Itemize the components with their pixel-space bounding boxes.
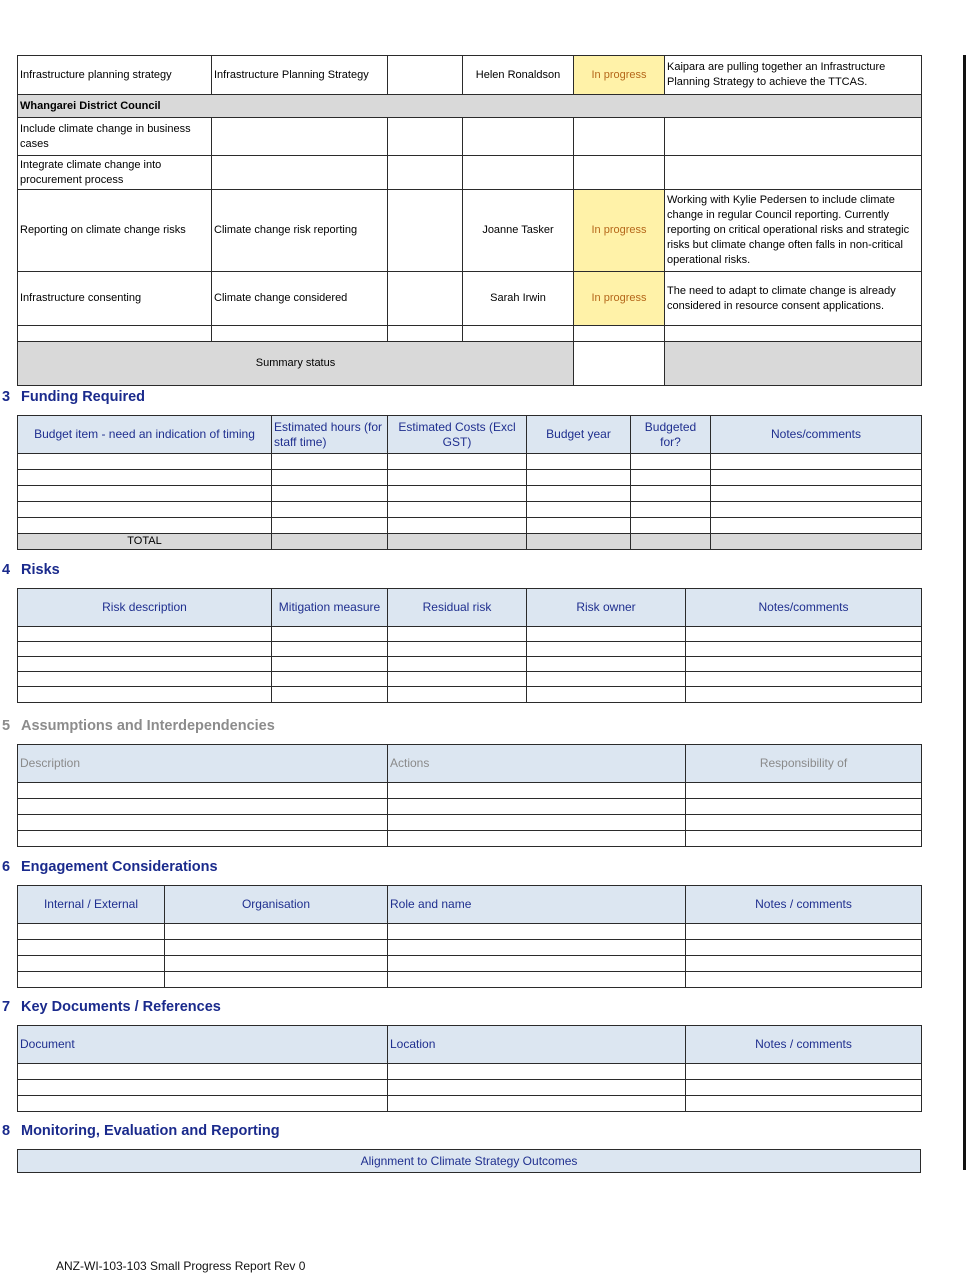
- risks-table: [17, 588, 922, 703]
- status-badge: In progress: [574, 272, 665, 326]
- table-row: [18, 272, 922, 326]
- assumptions-table: [17, 744, 922, 847]
- action-cell: Integrate climate change into procurement process: [18, 156, 212, 190]
- empty-cell: [463, 326, 574, 342]
- header-row: [18, 589, 922, 627]
- table-row: [18, 657, 922, 672]
- section-heading-risks: [2, 562, 60, 578]
- table-row: [18, 687, 922, 703]
- owner-cell: Helen Ronaldson: [463, 56, 574, 95]
- empty-cell: [574, 326, 665, 342]
- col-header: Location: [388, 1026, 686, 1064]
- table-row: [18, 672, 922, 687]
- header-row: [18, 1026, 922, 1064]
- col-header: Estimated hours (for staff time): [272, 416, 388, 454]
- table-row: [18, 627, 922, 642]
- summary-status-cell[interactable]: [574, 342, 665, 386]
- table-row: [18, 642, 922, 657]
- section-heading-funding: [2, 389, 145, 405]
- section-heading-assumptions: [2, 718, 275, 734]
- summary-row: [18, 342, 922, 386]
- owner-cell: Joanne Tasker: [463, 190, 574, 272]
- col-header: Risk owner: [527, 589, 686, 627]
- col-header: Organisation: [165, 886, 388, 924]
- monitoring-table: [17, 1149, 921, 1173]
- owner-cell: [463, 118, 574, 156]
- blank-cell: [388, 272, 463, 326]
- status-cell: [574, 156, 665, 190]
- table-row: [18, 470, 922, 486]
- comments-cell: [665, 118, 922, 156]
- initiative-cell: [212, 118, 388, 156]
- col-header: Internal / External: [18, 886, 165, 924]
- initiative-cell: Infrastructure Planning Strategy: [212, 56, 388, 95]
- section-heading-monitoring: [2, 1123, 280, 1139]
- table-row: [18, 156, 922, 190]
- header-row: [18, 1150, 921, 1173]
- owner-cell: Sarah Irwin: [463, 272, 574, 326]
- table-row: [18, 924, 922, 940]
- table-row: [18, 1096, 922, 1112]
- blank-cell: [388, 190, 463, 272]
- table-row: [18, 118, 922, 156]
- section-heading-documents: [2, 999, 221, 1015]
- comments-cell: Working with Kylie Pedersen to include climate change in regular Council reporting. Currently reporting on critical operational risks and strategic risks but climate change often falls in non-critical operational risks.: [665, 190, 922, 272]
- section-number: 7: [2, 999, 11, 1015]
- page-right-rule: [963, 55, 966, 1170]
- empty-cell: [388, 326, 463, 342]
- section-title: Funding Required: [21, 389, 146, 405]
- table-row: [18, 454, 922, 470]
- documents-table: [17, 1025, 922, 1112]
- engagement-table: [17, 885, 922, 988]
- header-row: [18, 416, 922, 454]
- col-header: Alignment to Climate Strategy Outcomes: [18, 1150, 921, 1173]
- table-row: [18, 831, 922, 847]
- comments-cell: The need to adapt to climate change is already considered in resource consent applications.: [665, 272, 922, 326]
- council-name: Whangarei District Council: [18, 95, 922, 118]
- table-row: [18, 956, 922, 972]
- section-number: 6: [2, 859, 11, 875]
- table-row: [18, 518, 922, 534]
- document-footer: ANZ-WI-103-103 Small Progress Report Rev 0: [56, 1259, 306, 1273]
- section-number: 5: [2, 718, 11, 734]
- table-row: [18, 1080, 922, 1096]
- initiative-cell: [212, 156, 388, 190]
- empty-cell: [212, 326, 388, 342]
- owner-cell: [463, 156, 574, 190]
- col-header: Budgeted for?: [631, 416, 711, 454]
- table-row: [18, 940, 922, 956]
- col-header: Actions: [388, 745, 686, 783]
- status-badge: In progress: [574, 190, 665, 272]
- col-header: Residual risk: [388, 589, 527, 627]
- section-title: Engagement Considerations: [21, 859, 218, 875]
- col-header: Notes/comments: [686, 589, 922, 627]
- action-cell: Include climate change in business cases: [18, 118, 212, 156]
- status-badge: In progress: [574, 56, 665, 95]
- section-heading-engagement: [2, 859, 218, 875]
- section-number: 8: [2, 1123, 11, 1139]
- summary-comments-cell: [665, 342, 922, 386]
- empty-cell: [18, 326, 212, 342]
- table-row: [18, 1064, 922, 1080]
- empty-cell: [665, 326, 922, 342]
- col-header: Risk description: [18, 589, 272, 627]
- section-title: Monitoring, Evaluation and Reporting: [21, 1123, 280, 1139]
- col-header: Notes / comments: [686, 886, 922, 924]
- section-title: Key Documents / References: [21, 999, 221, 1015]
- action-cell: Reporting on climate change risks: [18, 190, 212, 272]
- header-row: [18, 886, 922, 924]
- initiative-cell: Climate change risk reporting: [212, 190, 388, 272]
- table-row: [18, 783, 922, 799]
- total-row: [18, 534, 922, 550]
- col-header: Responsibility of: [686, 745, 922, 783]
- col-header: Notes / comments: [686, 1026, 922, 1064]
- col-header: Document: [18, 1026, 388, 1064]
- blank-cell: [388, 118, 463, 156]
- col-header: Estimated Costs (Excl GST): [388, 416, 527, 454]
- col-header: Role and name: [388, 886, 686, 924]
- col-header: Description: [18, 745, 388, 783]
- col-header: Budget year: [527, 416, 631, 454]
- action-cell: Infrastructure consenting: [18, 272, 212, 326]
- status-cell: [574, 118, 665, 156]
- table-row: [18, 326, 922, 342]
- section-title: Risks: [21, 562, 60, 578]
- col-header: Budget item - need an indication of timing: [18, 416, 272, 454]
- summary-label: Summary status: [18, 342, 574, 386]
- blank-cell: [388, 56, 463, 95]
- table-row: [18, 190, 922, 272]
- section-number: 4: [2, 562, 11, 578]
- col-header: Notes/comments: [711, 416, 922, 454]
- status-table: [17, 55, 922, 386]
- table-row: [18, 502, 922, 518]
- table-row: [18, 972, 922, 988]
- section-number: 3: [2, 389, 11, 405]
- funding-table: [17, 415, 922, 550]
- header-row: [18, 745, 922, 783]
- initiative-cell: Climate change considered: [212, 272, 388, 326]
- col-header: Mitigation measure: [272, 589, 388, 627]
- section-title: Assumptions and Interdependencies: [21, 718, 275, 734]
- table-row: [18, 486, 922, 502]
- table-row: [18, 799, 922, 815]
- table-row: [18, 56, 922, 95]
- council-row: [18, 95, 922, 118]
- table-row: [18, 815, 922, 831]
- action-cell: Infrastructure planning strategy: [18, 56, 212, 95]
- comments-cell: Kaipara are pulling together an Infrastructure Planning Strategy to achieve the TTCAS.: [665, 56, 922, 95]
- blank-cell: [388, 156, 463, 190]
- comments-cell: [665, 156, 922, 190]
- total-label: TOTAL: [18, 534, 272, 550]
